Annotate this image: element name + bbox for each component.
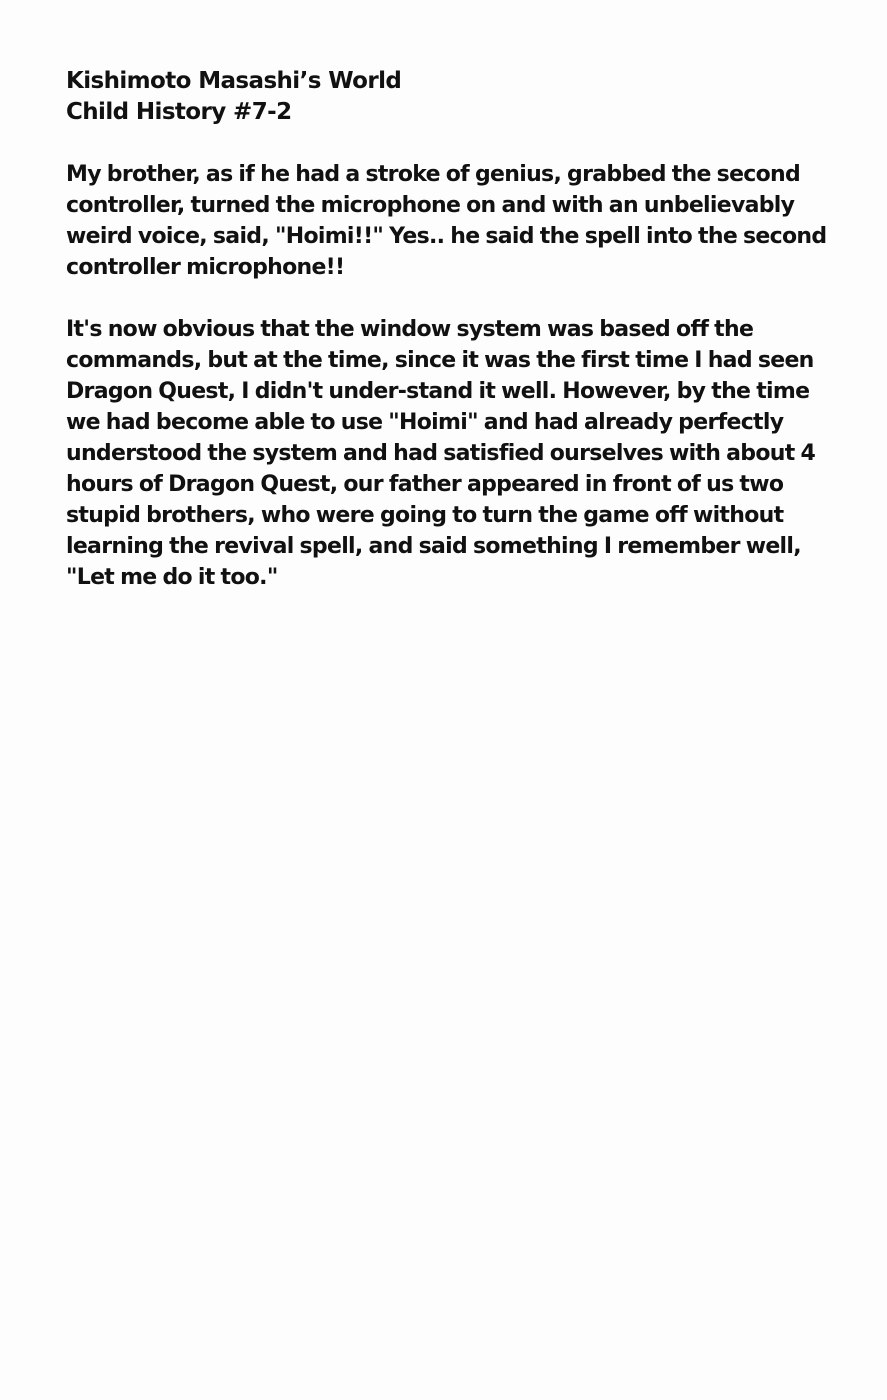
page-subtitle: Child History #7-2 — [66, 99, 292, 125]
text-page — [66, 66, 846, 593]
paragraph-2: It's now obvious that the window system was based off the commands, but at the time, since it was the first time I had seen Dragon Quest, I didn't under-stand it well. However, by the time we had become able to use "Hoimi" and had already perfectly understood the system and had satisfied ourselves with about 4 hours of Dragon Quest, our father appeared in front of us two stupid brothers, who were going to turn the game off without learning the revival spell, and said something I remember well, "Let me do it too." — [66, 317, 816, 590]
paragraph-1: My brother, as if he had a stroke of genius, grabbed the second controller, turned the microphone on and with an unbelievably weird voice, said, "Hoimi!!" Yes.. he said the spell into the second controller microphone!! — [66, 162, 827, 280]
page-title: Kishimoto Masashi’s World — [66, 68, 402, 94]
